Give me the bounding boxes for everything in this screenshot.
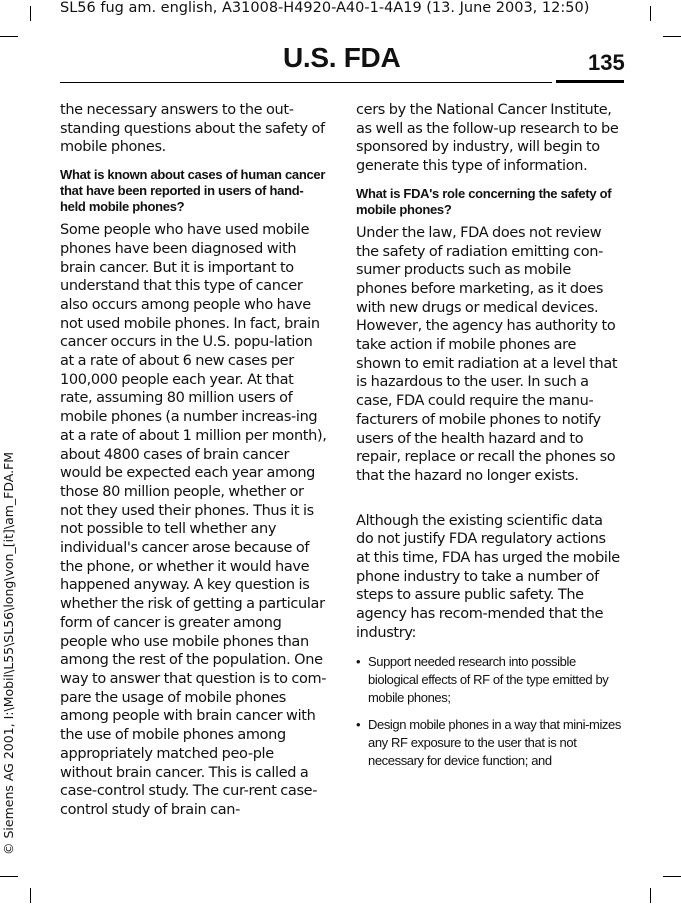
paragraph: the necessary answers to the out-standing questions about the safety of mobile phones.	[60, 102, 325, 156]
list-item-text: Design mobile phones in a way that mini-mizes any RF exposure to the user that is not necessary for device function; and	[368, 716, 621, 768]
page-number-rule	[556, 80, 624, 83]
crop-mark	[650, 888, 651, 903]
right-column	[356, 101, 622, 779]
crop-mark	[0, 876, 18, 877]
crop-mark	[663, 876, 681, 877]
header-rule	[60, 82, 552, 83]
crop-mark	[650, 6, 651, 21]
list-item-text: Support needed research into possible biological effects of RF of the type emitted by mobile phones;	[368, 653, 609, 705]
paragraph: Some people who have used mobile phones have been diagnosed with brain cancer. But it is important to understand that this type of cancer also occurs among people who have not used mobile phones. In fact, brain cancer occurs in the U.S. popu-lation at a rate of about 6 new cases per 100,000 people each year. At that rate, assuming 80 million users of mobile phones (a number increas-ing at a rate of about 1 million per month), about 4800 cases of brain cancer would be expected each year among those 80 million people, whether or not they used their phones. Thus it is not possible to tell whether any individual's cancer arose because of the phone, or whether it would have happened anyway. A key question is whether the risk of getting a particular form of cancer is greater among people who use mobile phones than among the rest of the population. One way to answer that question is to com-pare the usage of mobile phones among people with brain cancer with the use of mobile phones among appropriately matched peo-ple without brain cancer. This is called a case-control study. The cur-rent case-control study of brain can-	[60, 222, 327, 818]
list-item	[356, 716, 622, 770]
document-info-line: SL56 fug am. english, A31008-H4920-A40-1-4A19 (13. June 2003, 12:50)	[60, 0, 590, 16]
section-heading: What is FDA's role concerning the safety of mobile phones?	[356, 185, 612, 217]
page-number: 135	[588, 50, 625, 75]
bullet-list	[356, 653, 622, 770]
crop-mark	[30, 888, 31, 903]
copyright-side-text: © Siemens AG 2001, I:\Mobil\L55\SL56\long\von_[it]\am_FDA.FM	[1, 451, 16, 855]
crop-mark	[30, 6, 31, 21]
spacer	[356, 486, 622, 512]
bullet-icon: •	[356, 716, 361, 732]
left-column	[60, 101, 328, 820]
paragraph: Under the law, FDA does not review the safety of radiation emitting con-sumer products such as mobile phones before marketing, as it does with new drugs or medical devices. However, the agency has authority to take action if mobile phones are shown to emit radiation at a level that is hazardous to the user. In such a case, FDA could require the manu-facturers of mobile phones to notify users of the health hazard and to repair, replace or recall the phones so that the hazard no longer exists.	[356, 224, 618, 484]
paragraph: cers by the National Cancer Institute, as well as the follow-up research to be sponsored by industry, will begin to generate this type of information.	[356, 102, 619, 175]
page-title: U.S. FDA	[283, 42, 401, 73]
crop-mark	[663, 36, 681, 37]
crop-mark	[0, 36, 18, 37]
bullet-icon: •	[356, 653, 361, 669]
section-heading: What is known about cases of human cancer that have been reported in users of hand-held mobile phones?	[60, 167, 326, 215]
list-item	[356, 653, 622, 707]
paragraph: Although the existing scientific data do not justify FDA regulatory actions at this time, FDA has urged the mobile phone industry to take a number of steps to assure public safety. The agency has recom-mended that the industry:	[356, 512, 620, 641]
